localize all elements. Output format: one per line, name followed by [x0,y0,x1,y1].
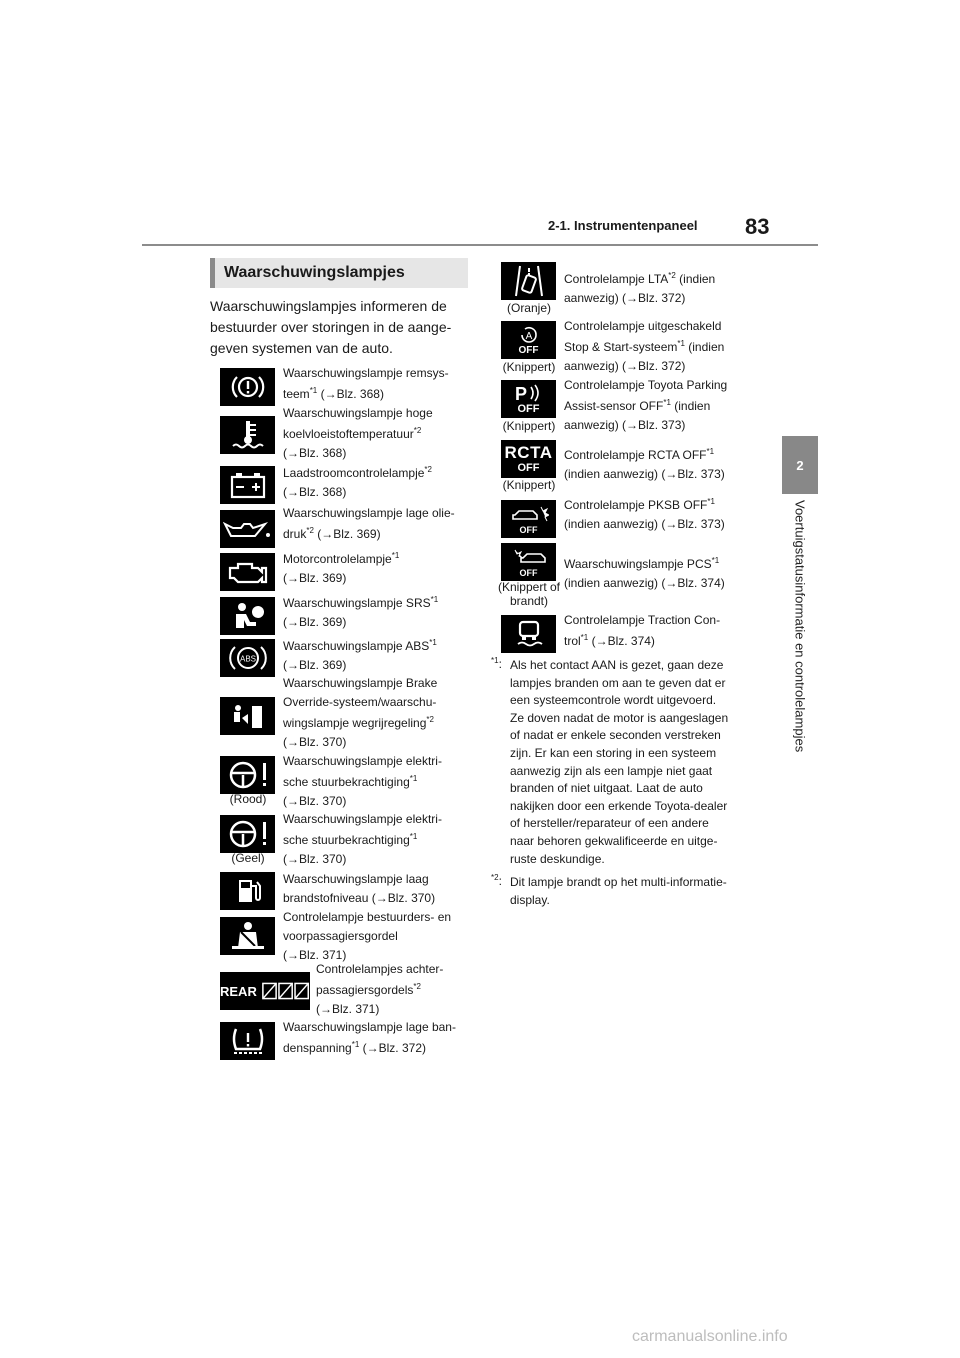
coolant-temperature-icon [220,416,275,454]
chapter-number: 2 [796,457,804,473]
left-item-text: Controlelampje bestuurders- en voorpassagiersgordel (→Blz. 371) [283,910,452,962]
off-label: OFF [517,403,540,415]
power-steering-icon [220,815,275,853]
footnote-line: aanwezig zijn als een lampje niet gaat [510,763,713,778]
section-heading: 2-1. Instrumentenpaneel [548,218,698,233]
right-item-text: Controlelampje LTA$^{*2}$ (indien aanwezig) (→Blz. 372) [564,271,716,305]
off-label: OFF [519,525,538,535]
left-item-text: Waarschuwingslampje lage olie- druk$^{*2}$ (→Blz. 369) [283,506,455,541]
tire-pressure-icon [220,1022,275,1060]
rcta-off-icon [501,440,556,478]
right-item-text: Controlelampje RCTA OFF$^{*1}$ (indien aanwezig) (→Blz. 373) [564,447,725,481]
footnote-line: Dit lampje brandt op het multi-informatie- [510,875,727,889]
left-item-text: Waarschuwingslampje elektri- sche stuurbekrachtiging$^{*1}$ (→Blz. 370) [283,754,442,808]
footnote-line: of hersteller/reparateur of een andere [510,816,709,831]
page-number: 83 [745,214,770,239]
seatbelt-icon [220,917,275,955]
footnote-line: een systeemcontrole wordt uitgevoerd. [510,693,717,708]
footnote-line: naar behoren gekwalificeerde en uitge- [510,833,718,848]
right-item-text: Controlelampje PKSB OFF$^{*1}$ (indien aanwezig) (→Blz. 373) [564,497,725,531]
left-item-text: Waarschuwingslampje hoge koelvloeistoftemperatuur$^{*2}$ (→Blz. 368) [283,406,433,460]
header-divider [142,244,818,246]
left-item-text: Waarschuwingslampje ABS$^{*1}$ (→Blz. 369) [283,638,437,672]
brake-override-icon [220,697,275,735]
icon-caption: (Oranje) [506,301,551,315]
pcs-icon [501,543,556,581]
icon-caption: (Knippert) [502,478,556,492]
footnote-1 [510,657,750,868]
footnote-mark: $^{*2}$: [491,873,502,888]
fuel-level-icon [220,872,275,910]
footnote-line: nakijken door een erkende Toyota-dealer [510,798,728,813]
rear-label: REAR [220,983,257,999]
icon-caption: (Knippert) [502,419,556,433]
left-item-text: Waarschuwingslampje SRS$^{*1}$ (→Blz. 369) [283,595,439,629]
brake-system-icon [220,368,275,406]
off-label: OFF [517,462,540,474]
traction-control-icon [501,615,556,653]
power-steering-icon [220,756,275,794]
footnote-line: Als het contact AAN is gezet, gaan deze [510,658,724,672]
rear-seatbelt-icon [220,972,310,1010]
right-item-text: Controlelampje Toyota Parking Assist-sensor OFF$^{*1}$ (indien aanwezig) (→Blz. 373) [564,378,728,432]
footnote-line: display. [510,892,550,907]
svg-text:ABS: ABS [239,654,256,664]
srs-airbag-icon [220,597,275,635]
parking-assist-off-icon [501,380,556,418]
footnote-line: branden of niet uitgaat. Laat de auto [510,781,703,796]
footnote-line: zijn. Er kan een storing in een systeem [510,745,717,760]
chapter-tab [782,436,818,494]
icon-caption: (Geel) [231,851,265,865]
lta-icon [501,262,556,300]
right-item-text: Controlelampje uitgeschakeld Stop & Start-systeem$^{*1}$ (indien aanwezig) (→Blz. 372) [564,319,725,373]
left-item-text: Motorcontrolelampje$^{*1}$ (→Blz. 369) [283,551,400,585]
icon-caption: (Knippert of brandt) [497,580,561,608]
footnote-line: ruste deskundige. [510,851,605,866]
icon-caption: (Rood) [229,792,267,806]
engine-check-icon [220,553,275,591]
left-item-text: Waarschuwingslampje elektri- sche stuurbekrachtiging$^{*1}$ (→Blz. 370) [283,812,442,866]
off-label: OFF [519,568,538,578]
intro-paragraph: Waarschuwingslampjes informeren de bestuurder over storingen in de aange-geven systemen van de auto. [210,298,452,356]
svg-text:P: P [514,384,527,403]
left-item-text: Laadstroomcontrolelampje$^{*2}$ (→Blz. 368) [283,465,432,499]
svg-text:A: A [525,330,532,342]
footnote-line: of nadat er enkele seconden verstreken [510,728,721,743]
stop-start-off-icon [501,321,556,359]
right-item-text: Waarschuwingslampje PCS$^{*1}$ (indien aanwezig) (→Blz. 374) [564,556,725,590]
battery-charge-icon [220,466,275,504]
abs-icon [220,639,275,677]
left-item-text: Waarschuwingslampje Brake Override-systeem/waarschu- wingslampje wegrijregeling$^{*2}$ (→Blz. 370) [283,676,438,749]
watermark: carmanualsonline.info [632,1328,788,1345]
footnote-line: lampjes branden om aan te geven dat er [510,675,726,690]
footnote-mark: $^{*1}$: [491,656,502,671]
footnote-2 [510,874,750,909]
chapter-title [782,500,818,780]
left-item-text: Waarschuwingslampje laag brandstofniveau (→Blz. 370) [283,872,436,905]
pksb-off-icon [501,500,556,538]
left-item-text: Waarschuwingslampje remsys- teem$^{*1}$ (→Blz. 368) [283,366,449,401]
icon-caption: (Knippert) [502,360,556,374]
right-item-text: Controlelampje Traction Con- trol$^{*1}$ (→Blz. 374) [564,613,721,648]
footnote-line: Ze doven nadat de motor is aangeslagen [510,710,729,725]
off-label: OFF [518,344,539,356]
rcta-label: RCTA [504,443,553,462]
oil-pressure-icon [220,510,275,548]
left-item-text: Controlelampjes achter- passagiersgordels$^{*2}$ (→Blz. 371) [316,962,444,1016]
section-title: Waarschuwingslampjes [210,258,468,288]
chapter-title-text: Voertuigstatusinformatie en controlelampjes [792,500,808,753]
left-item-text: Waarschuwingslampje lage ban- denspanning$^{*1}$ (→Blz. 372) [283,1020,456,1055]
